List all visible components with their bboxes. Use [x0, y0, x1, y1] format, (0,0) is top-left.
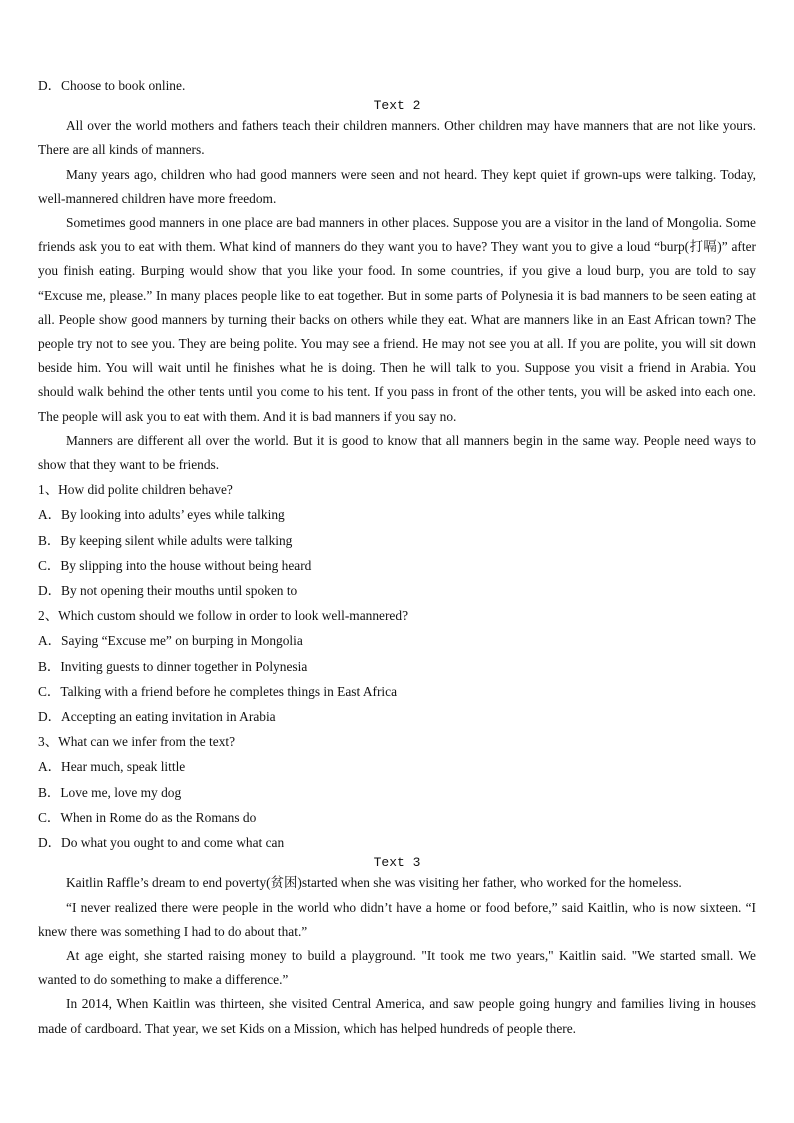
question-1-option-c: C．By slipping into the house without being heard — [38, 557, 312, 573]
question-3-stem: 3、What can we infer from the text? — [38, 734, 236, 750]
question-2-option-a: A．Saying “Excuse me” on burping in Mongolia — [38, 633, 303, 649]
question-3-option-a: A．Hear much, speak little — [38, 759, 186, 775]
document-page — [38, 74, 756, 1041]
question-2-stem: 2、Which custom should we follow in order to look well-mannered? — [38, 608, 409, 624]
text2-paragraph-4: Manners are different all over the world. But it is good to know that all manners begin in the same way. People need ways to show that they want to be friends. — [38, 432, 756, 473]
text3-paragraph-3: At age eight, she started raising money to build a playground. "It took me two years," Kaitlin said. "We started small. We wanted to do something to make a difference.” — [38, 947, 756, 988]
text2-heading: Text 2 — [373, 98, 421, 114]
text3-paragraph-4: In 2014, When Kaitlin was thirteen, she visited Central America, and saw people going hungry and families living in houses made of cardboard. That year, we set Kids on a Mission, which has helped hundreds of people there. — [38, 996, 756, 1036]
question-1-option-b: B．By keeping silent while adults were talking — [38, 532, 293, 548]
text2-paragraph-3: Sometimes good manners in one place are bad manners in other places. Suppose you are a visitor in the land of Mongolia. Some friends ask you to eat with them. What kind of manners do they want you to have? They want you to give a loud “burp(打嗝)” after you finish eating. Burping would show that you like your food. In some countries, if you give a loud burp, you are told to say “Excuse me, please.” In many places people like to eat together. But in some parts of Polynesia it is bad manners to be seen eating at all. People show good manners by turning their backs on others while they eat. What are manners like in an East African town? The people try not to see you. They are being polite. You may see a friend. He may not see you at all. If you are polite, you will sit down beside him. You will wait until he finishes what he is doing. Then he will talk to you. Suppose you visit a friend in Arabia. You should walk behind the other tents until you come to his tent. If you pass in front of the other tents, you will be asked into each one. The people will ask you to eat with them. And it is bad manners if you say no. — [38, 215, 756, 424]
previous-option-d: D．Choose to book online. — [38, 78, 186, 93]
text3-paragraph-2: “I never realized there were people in the world who didn’t have a home or food before,” said Kaitlin, who is now sixteen. “I knew there was something I had to do about that.” — [38, 899, 756, 939]
question-3-option-d: D．Do what you ought to and come what can — [38, 835, 285, 851]
question-1-option-d: D．By not opening their mouths until spoken to — [38, 583, 298, 599]
question-2-option-b: B．Inviting guests to dinner together in Polynesia — [38, 658, 308, 674]
text3-heading: Text 3 — [373, 855, 421, 871]
question-3-option-b: B．Love me, love my dog — [38, 784, 182, 800]
question-1-option-a: A．By looking into adults’ eyes while talking — [38, 507, 285, 523]
question-2-option-d: D．Accepting an eating invitation in Arabia — [38, 709, 276, 725]
question-1-stem: 1、How did polite children behave? — [38, 482, 233, 498]
question-2-option-c: C．Talking with a friend before he completes things in East Africa — [38, 683, 398, 699]
text3-paragraph-1: Kaitlin Raffle’s dream to end poverty(贫困)started when she was visiting her father, who worked for the homeless. — [66, 875, 682, 891]
question-3-option-c: C．When in Rome do as the Romans do — [38, 809, 257, 825]
text2-paragraph-2: Many years ago, children who had good manners were seen and not heard. They kept quiet if grown-ups were talking. Today, well-mannered children have more freedom. — [38, 166, 756, 206]
text2-paragraph-1: All over the world mothers and fathers teach their children manners. Other children may have manners that are not like yours. There are all kinds of manners. — [38, 118, 756, 158]
